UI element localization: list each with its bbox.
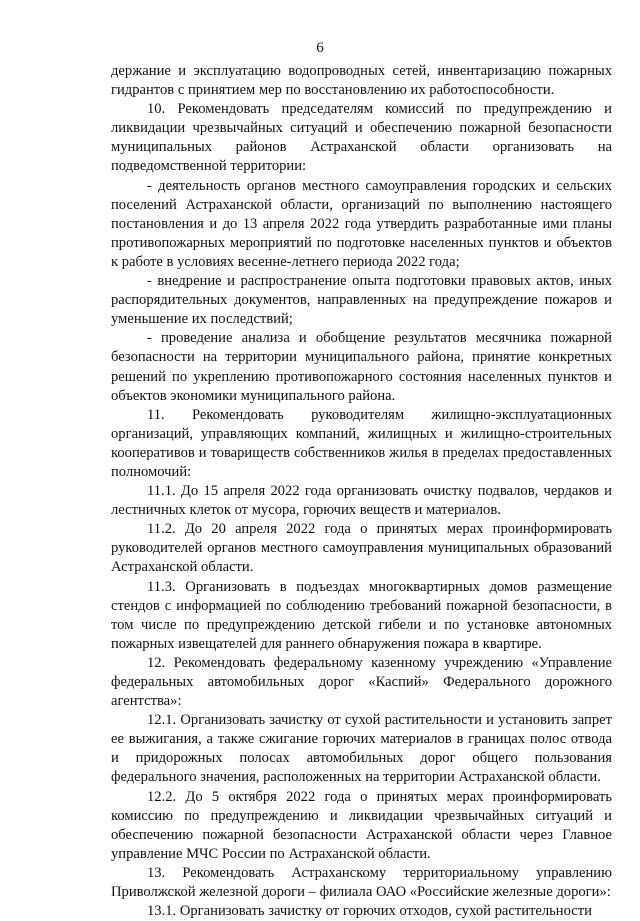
paragraph-item-11-3: 11.3. Организовать в подъездах многоквартирных домов размещение стендов с информацией по соблюдению требований пожарной безопасности, в том числе по предупреждению детской гибели и по установке автономных пожарных извещателей для раннего обнаружения пожара в квартире. bbox=[111, 578, 612, 652]
paragraph-item-13: 13. Рекомендовать Астраханскому территориальному управлению Приволжской железной дороги – филиала ОАО «Российские железные дороги»: bbox=[111, 864, 612, 901]
page-number: 6 bbox=[316, 40, 324, 56]
paragraph-item-11: 11. Рекомендовать руководителям жилищно-эксплуатационных организаций, управляющих компаний, жилищных и жилищно-строительных кооперативов и товариществ собственников жилья в пределах предоставленных полномочий: bbox=[111, 406, 612, 480]
paragraph-item-13-1: 13.1. Организовать зачистку от горючих отходов, сухой растительности bbox=[147, 903, 592, 920]
paragraph-item-12-1: 12.1. Организовать зачистку от сухой растительности и установить запрет ее выжигания, а также сжигание горючих материалов в границах полос отвода и придорожных полосах автомобильных дорог общего пользования федерального значения, расположенных на территории Астраханской области. bbox=[111, 712, 612, 786]
paragraph-item-11-2: 11.2. До 20 апреля 2022 года о принятых мерах проинформировать руководителей органов местного самоуправления муниципальных образований Астраханской области. bbox=[111, 521, 612, 576]
paragraph-item-10: 10. Рекомендовать председателям комиссий по предупреждению и ликвидации чрезвычайных ситуаций и обеспечению пожарной безопасности муниципальных районов Астраханской области организовать на подведомственной территории: bbox=[111, 101, 612, 175]
paragraph-item-10-bullet-1: - деятельность органов местного самоуправления городских и сельских поселений Астраханской области, организаций по выполнению настоящего постановления и до 13 апреля 2022 года утвердить разработанные ими планы противопожарных мероприятий по подготовке населенных пунктов и объектов к работе в условиях весенне-летнего периода 2022 года; bbox=[111, 177, 612, 270]
paragraph-item-12-2: 12.2. До 5 октября 2022 года о принятых мерах проинформировать комиссию по предупреждению и ликвидации чрезвычайных ситуаций и обеспечению пожарной безопасности Астраханской области через Главное управление МЧС России по Астраханской области. bbox=[111, 788, 612, 862]
paragraph-item-11-1: 11.1. До 15 апреля 2022 года организовать очистку подвалов, чердаков и лестничных клеток от мусора, горючих веществ и материалов. bbox=[111, 483, 612, 519]
paragraph-continuation: держание и эксплуатацию водопроводных сетей, инвентаризацию пожарных гидрантов с принятием мер по восстановлению их работоспособности. bbox=[111, 63, 612, 99]
paragraph-item-12: 12. Рекомендовать федеральному казенному учреждению «Управление федеральных автомобильных дорог «Каспий» Федерального дорожного агентства»: bbox=[111, 654, 612, 710]
document-body bbox=[111, 62, 612, 921]
paragraph-item-10-bullet-3: - проведение анализа и обобщение результатов месячника пожарной безопасности на территории муниципального района, принятие конкретных решений по укреплению противопожарного состояния населенных пунктов и объектов экономики муниципального района. bbox=[111, 330, 612, 404]
paragraph-item-10-bullet-2: - внедрение и распространение опыта подготовки правовых актов, иных распорядительных документов, направленных на предупреждение пожаров и уменьшение их последствий; bbox=[111, 273, 612, 328]
